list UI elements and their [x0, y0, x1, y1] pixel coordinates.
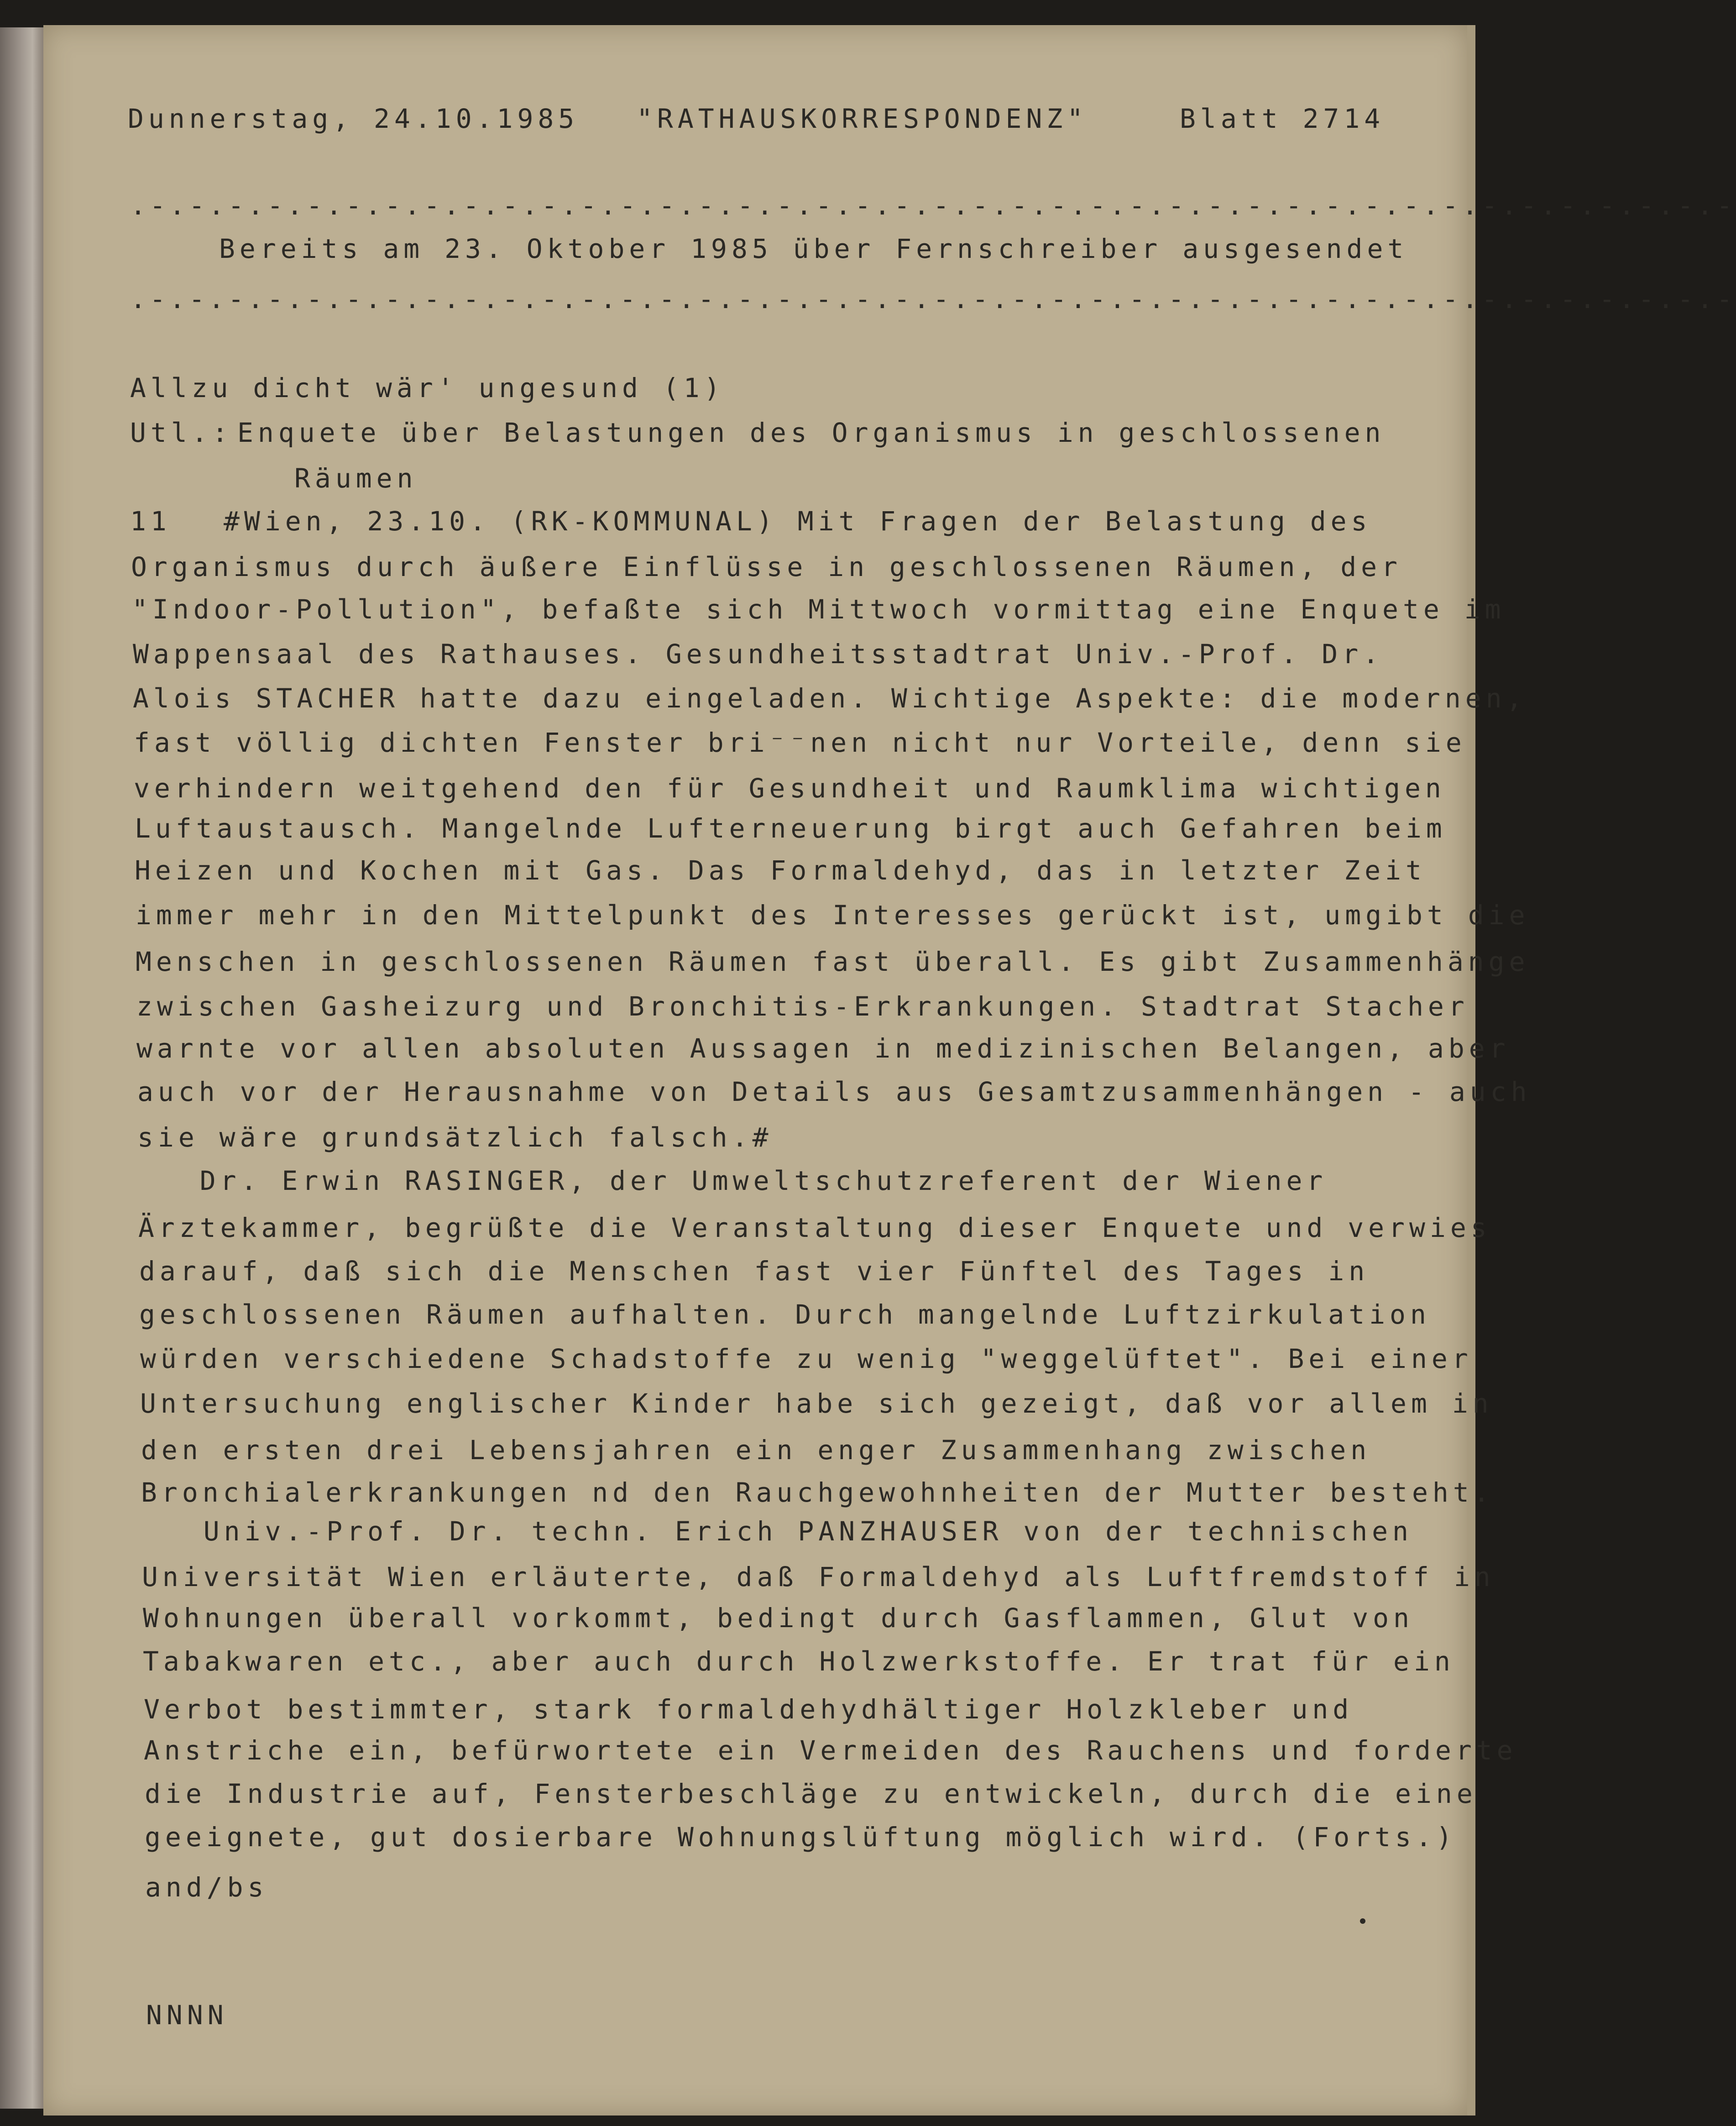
body-line: Menschen in geschlossenen Räumen fast überall. Es gibt Zusammenhänge [136, 946, 1530, 977]
binding-edge [0, 27, 46, 2109]
body-line: fast völlig dichten Fenster bri⁻⁻nen nicht nur Vorteile, denn sie [134, 727, 1466, 758]
initials: and/bs [145, 1872, 268, 1903]
body-line: Ärztekammer, begrüßte die Veranstaltung dieser Enquete und verwies [138, 1212, 1491, 1243]
body-line: zwischen Gasheizurg und Bronchitis-Erkrankungen. Stadtrat Stacher [136, 991, 1469, 1022]
body-line: Tabakwaren etc., aber auch durch Holzwerkstoffe. Er trat für ein [143, 1646, 1455, 1677]
separator-top: .-.-.-.-.-.-.-.-.-.-.-.-.-.-.-.-.-.-.-.-.-.-.-.-.-.-.-.-.-.-.-.-.-.-.-.-.-.-.-.-.- [130, 190, 1736, 221]
body-line: immer mehr in den Mittelpunkt des Interesses gerückt ist, umgibt die [136, 900, 1530, 931]
end-marker: NNNN [146, 2000, 228, 2031]
body-line: Alois STACHER hatte dazu eingeladen. Wichtige Aspekte: die modernen, [133, 683, 1527, 714]
separator-bottom: .-.-.-.-.-.-.-.-.-.-.-.-.-.-.-.-.-.-.-.-.-.-.-.-.-.-.-.-.-.-.-.-.-.-.-.-.-.-.-.-.- [130, 283, 1736, 314]
body-line: Untersuchung englischer Kinder habe sich gezeigt, daß vor allem in [140, 1388, 1493, 1419]
body-line: Universität Wien erläuterte, daß Formaldehyd als Luftfremdstoff in [142, 1561, 1495, 1592]
body-line: den ersten drei Lebensjahren ein enger Zusammenhang zwischen [141, 1435, 1371, 1466]
body-line: auch vor der Herausnahme von Details aus Gesamtzusammenhängen - auch [137, 1076, 1532, 1107]
body-line: die Industrie auf, Fensterbeschläge zu entwickeln, durch die eine [145, 1778, 1477, 1809]
body-line: darauf, daß sich die Menschen fast vier Fünftel des Tages in [139, 1256, 1370, 1287]
body-line: geschlossenen Räumen aufhalten. Durch mangelnde Luftzirkulation [139, 1299, 1431, 1330]
lead-number: 11 [130, 506, 171, 537]
headline: Allzu dicht wär' ungesund (1) [130, 372, 725, 403]
subtitle-label: Utl.: [130, 417, 233, 448]
body-line: Univ.-Prof. Dr. techn. Erich PANZHAUSER von der technischen [142, 1516, 1413, 1547]
subtitle-line-1: Enquete über Belastungen des Organismus in geschlossenen [237, 417, 1386, 448]
body-line: Dr. Erwin RASINGER, der Umweltschutzreferent der Wiener [138, 1165, 1328, 1196]
body-line: Wohnungen überall vorkommt, bedingt durch Gasflammen, Glut von [143, 1602, 1414, 1634]
transmission-note: Bereits am 23. Oktober 1985 über Fernschreiber ausgesendet [219, 233, 1408, 264]
body-line: warnte vor allen absoluten Aussagen in medizinischen Belangen, aber [136, 1033, 1510, 1064]
ink-dot [1360, 1918, 1365, 1924]
body-line: #Wien, 23.10. (RK-KOMMUNAL) Mit Fragen der Belastung des [224, 506, 1372, 537]
body-line: Luftaustausch. Mangelnde Lufterneuerung birgt auch Gefahren beim [135, 813, 1447, 844]
body-line: sie wäre grundsätzlich falsch.# [137, 1122, 773, 1153]
body-line: Heizen und Kochen mit Gas. Das Formaldehyd, das in letzter Zeit [135, 855, 1426, 886]
header-sheet-number: Blatt 2714 [1180, 103, 1385, 134]
body-line: Bronchialerkrankungen nd den Rauchgewohnheiten der Mutter besteht. [141, 1477, 1494, 1508]
body-line: Wappensaal des Rathauses. Gesundheitsstadtrat Univ.-Prof. Dr. [133, 639, 1384, 670]
body-line: würden verschiedene Schadstoffe zu wenig "weggelüftet". Bei einer [140, 1343, 1473, 1374]
body-line: Anstriche ein, befürwortete ein Vermeiden des Rauchens und forderte [144, 1735, 1517, 1766]
body-line: "Indoor-Pollution", befaßte sich Mittwoch vormittag eine Enquete im [132, 594, 1506, 625]
header-date: Dunnerstag, 24.10.1985 [128, 103, 579, 134]
subtitle-line-2: Räumen [294, 463, 418, 494]
body-line: Organismus durch äußere Einflüsse in geschlossenen Räumen, der [131, 551, 1402, 582]
header-title: "RATHAUSKORRESPONDENZ" [637, 103, 1088, 134]
body-line: geeignete, gut dosierbare Wohnungslüftung möglich wird. (Forts.) [145, 1822, 1457, 1853]
body-line: verhindern weitgehend den für Gesundheit und Raumklima wichtigen [134, 773, 1446, 804]
body-line: Verbot bestimmter, stark formaldehydhältiger Holzkleber und [144, 1694, 1354, 1725]
